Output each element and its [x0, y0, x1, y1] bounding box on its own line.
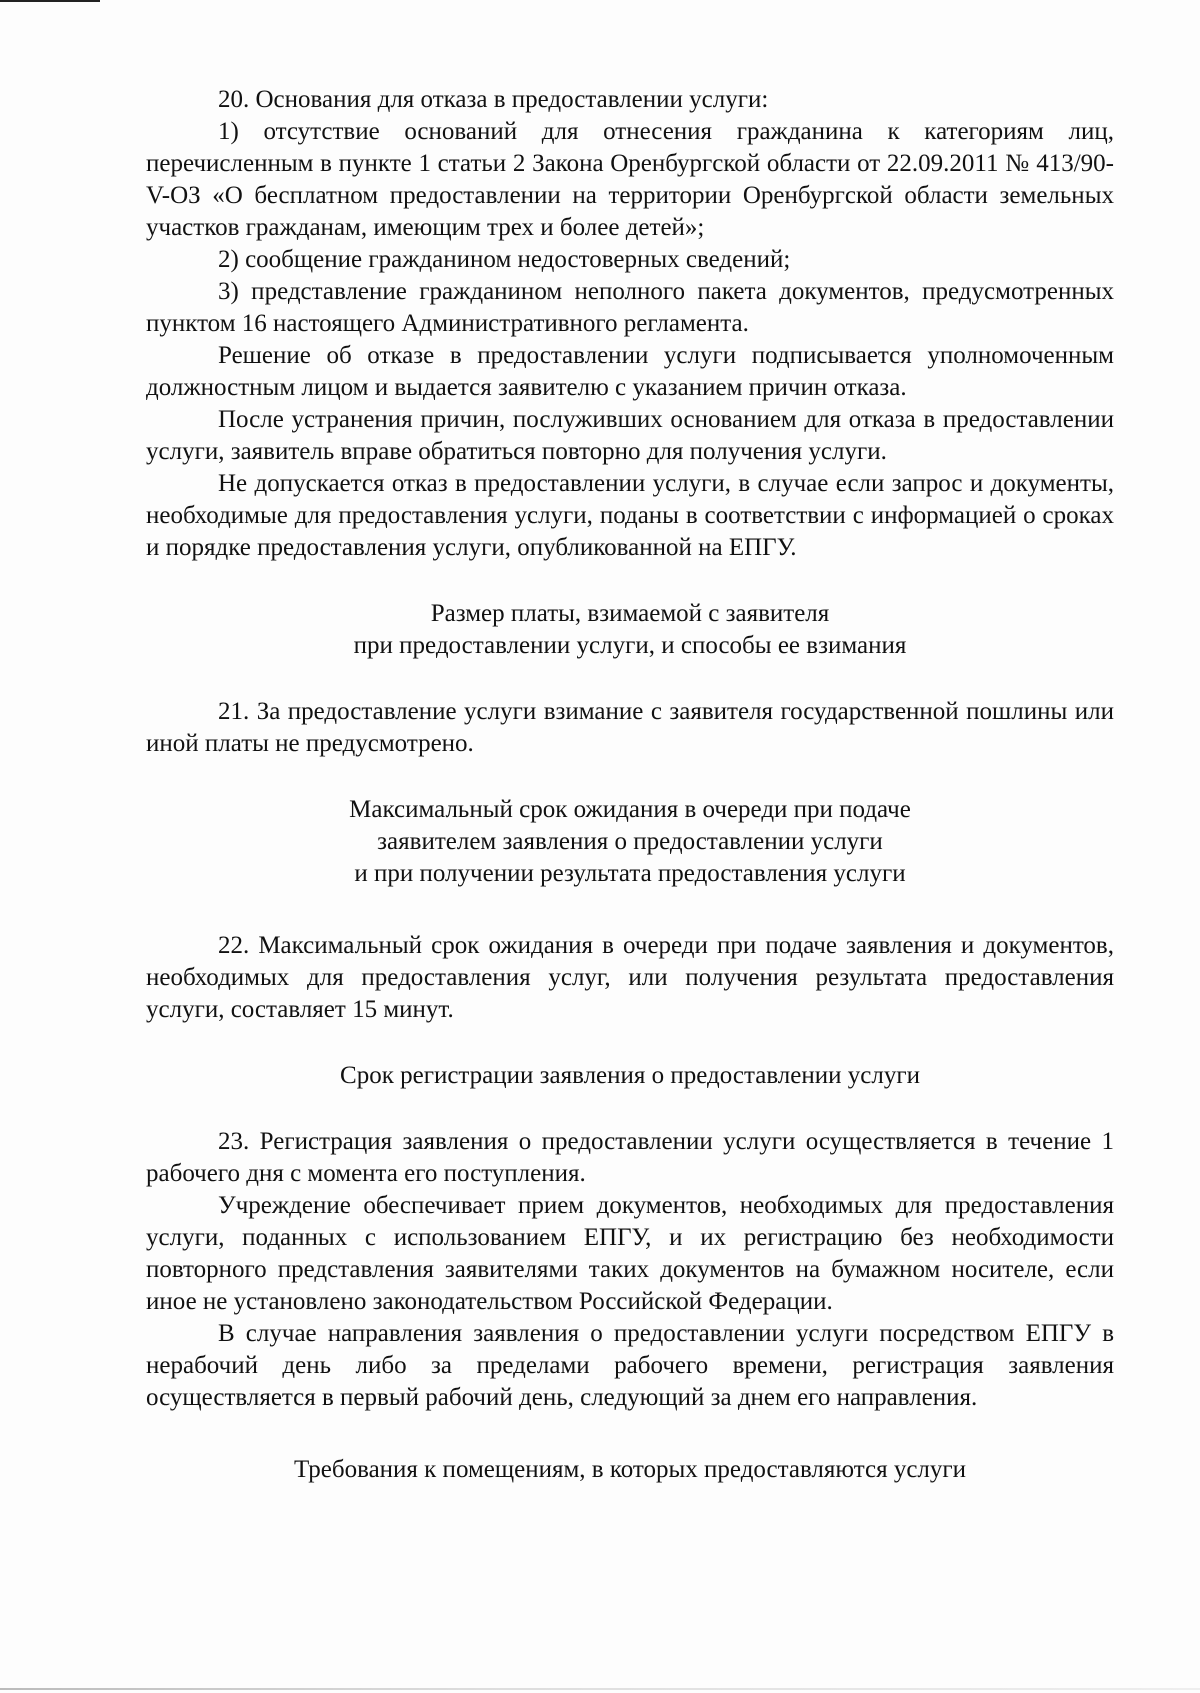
heading-line: Максимальный срок ожидания в очереди при подаче — [349, 796, 911, 823]
paragraph-22: 22. Максимальный срок ожидания в очереди при подаче заявления и документов, необходимых для предоставления услуг, или получения результата предоставления услуги, составляет 15 минут. — [146, 932, 1114, 1023]
scan-edge-line-bottom — [0, 1688, 1200, 1690]
paragraph-20-title: 20. Основания для отказа в предоставлении услуги: — [218, 86, 769, 113]
paragraph-repeat-request: После устранения причин, послуживших основанием для отказа в предоставлении услуги, заявитель вправе обратиться повторно для получения услуги. — [146, 406, 1114, 465]
paragraph-20-item-1: 1) отсутствие оснований для отнесения гражданина к категориям лиц, перечисленным в пункте 1 статьи 2 Закона Оренбургской области от 22.09.2011 № 413/90-V-ОЗ «О бесплатном предоставлении на территории Оренбургской области земельных участков гражданам, имеющим трех и более детей»; — [146, 118, 1114, 241]
heading-line: заявителем заявления о предоставлении услуги — [377, 828, 883, 855]
section-heading-premises — [146, 1454, 1114, 1486]
heading-line: при предоставлении услуги, и способы ее взимания — [353, 632, 907, 659]
scan-edge-line — [0, 0, 100, 2]
section-heading-queue — [146, 794, 1114, 890]
paragraph-refusal-signing: Решение об отказе в предоставлении услуги подписывается уполномоченным должностным лицом и выдается заявителю с указанием причин отказа. — [146, 342, 1114, 401]
paragraph-20-item-2: 2) сообщение гражданином недостоверных сведений; — [218, 246, 791, 273]
paragraph-20-item-3: 3) представление гражданином неполного пакета документов, предусмотренных пунктом 16 настоящего Административного регламента. — [146, 278, 1114, 337]
paragraph-21: 21. За предоставление услуги взимание с заявителя государственной пошлины или иной платы не предусмотрено. — [146, 698, 1114, 757]
heading-line: и при получении результата предоставления услуги — [354, 860, 906, 887]
paragraph-no-refusal-epgu: Не допускается отказ в предоставлении услуги, в случае если запрос и документы, необходимые для предоставления услуги, поданы в соответствии с информацией о сроках и порядке предоставления услуги, опубликованной на ЕПГУ. — [146, 470, 1114, 561]
section-heading-registration — [146, 1060, 1114, 1092]
heading-line: Срок регистрации заявления о предоставлении услуги — [340, 1062, 920, 1089]
heading-line: Размер платы, взимаемой с заявителя — [430, 600, 830, 627]
heading-line: Требования к помещениям, в которых предоставляются услуги — [293, 1456, 967, 1483]
section-heading-fee — [146, 598, 1114, 662]
paragraph-23: 23. Регистрация заявления о предоставлении услуги осуществляется в течение 1 рабочего дня с момента его поступления. — [146, 1128, 1114, 1187]
paragraph-non-working-day: В случае направления заявления о предоставлении услуги посредством ЕПГУ в нерабочий день либо за пределами рабочего времени, регистрация заявления осуществляется в первый рабочий день, следующий за днем его направления. — [146, 1320, 1114, 1411]
paragraph-epgu-registration: Учреждение обеспечивает прием документов, необходимых для предоставления услуги, поданных с использованием ЕПГУ, и их регистрацию без необходимости повторного представления заявителями таких документов на бумажном носителе, если иное не установлено законодательством Российской Федерации. — [146, 1192, 1114, 1315]
document-body — [146, 84, 1114, 1486]
